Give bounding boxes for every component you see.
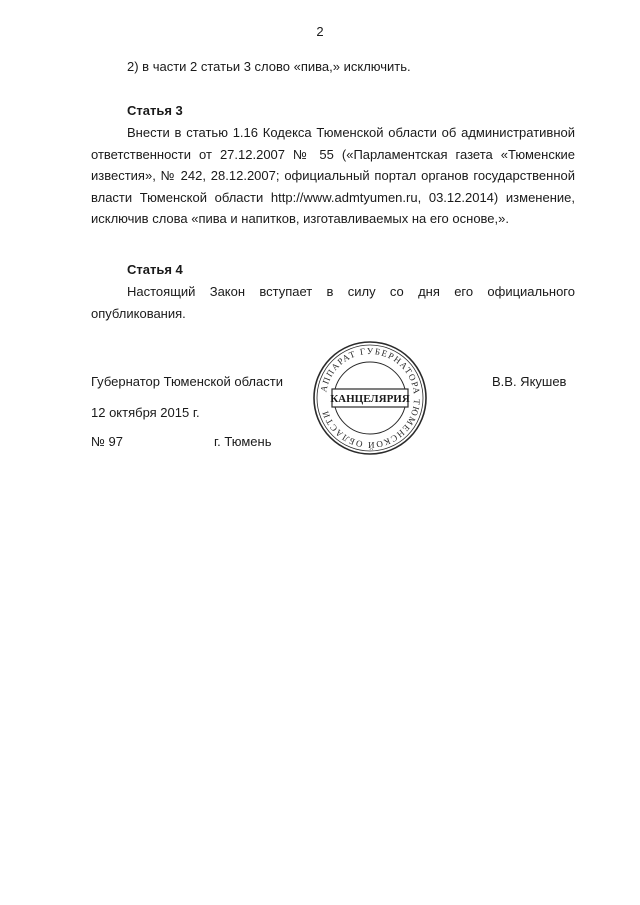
signatory-position: Губернатор Тюменской области xyxy=(91,374,283,389)
page-number: 2 xyxy=(316,24,324,39)
seal-ring-text: АППАРАТ ГУБЕРНАТОРА ТЮМЕНСКОЙ ОБЛАСТИ xyxy=(318,345,423,451)
item-2-text: 2) в части 2 статьи 3 слово «пива,» исключить. xyxy=(127,59,411,74)
article-4-heading: Статья 4 xyxy=(127,262,183,277)
article-3-text: Внести в статью 1.16 Кодекса Тюменской области об административной ответственности от 27.12.2007 № 55 («Парламентская газета «Тюменские известия», № 242, 28.12.2007; официальный портал органов государственной власти Тюменской области http://www.admtyumen.ru, 03.12.2014) изменение, исключив слова «пива и напитков, изготавливаемых на его основе,». xyxy=(91,125,575,227)
signatory-name: В.В. Якушев xyxy=(492,374,567,389)
article-3-heading: Статья 3 xyxy=(127,103,183,118)
law-number: № 97 xyxy=(91,434,124,449)
signing-city: г. Тюмень xyxy=(214,434,272,449)
signing-date: 12 октября 2015 г. xyxy=(91,405,200,420)
article-4-text: Настоящий Закон вступает в силу со дня его официального опубликования. xyxy=(91,284,575,321)
official-seal xyxy=(312,340,428,456)
seal-center-text: КАНЦЕЛЯРИЯ xyxy=(330,393,410,405)
